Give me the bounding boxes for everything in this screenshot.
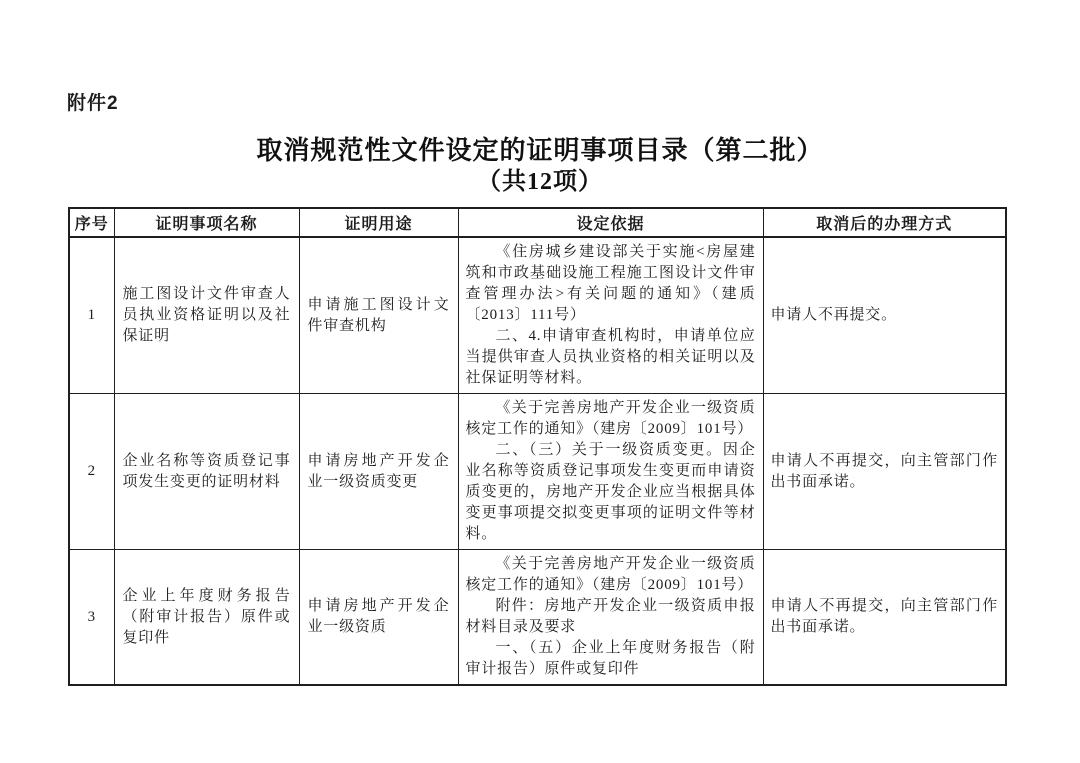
cell-handling: 申请人不再提交，向主管部门作出书面承诺。 [763, 394, 1006, 550]
cell-handling: 申请人不再提交，向主管部门作出书面承诺。 [763, 550, 1006, 686]
cell-item-name: 施工图设计文件审查人员执业资格证明以及社保证明 [114, 237, 299, 394]
basis-paragraph: 二、4.申请审查机构时，申请单位应当提供审查人员执业资格的相关证明以及社保证明等材料。 [465, 328, 756, 386]
table-header-row [69, 208, 1006, 237]
table-row [69, 550, 1006, 686]
cell-basis [458, 237, 763, 394]
col-header-basis: 设定依据 [458, 208, 763, 237]
basis-paragraph: 《住房城乡建设部关于实施<房屋建筑和市政基础设施工程施工图设计文件审查管理办法>有关问题的通知》（建质〔2013〕111号） [465, 244, 756, 323]
basis-paragraph: 二、（三）关于一级资质变更。因企业名称等资质登记事项发生变更而申请资质变更的，房地产开发企业应当根据具体变更事项提交拟变更事项的证明文件等材料。 [465, 442, 756, 542]
basis-paragraph: 《关于完善房地产开发企业一级资质核定工作的通知》（建房〔2009〕101号） [465, 400, 756, 437]
cell-serial: 1 [69, 237, 114, 394]
cell-purpose: 申请房地产开发企业一级资质 [299, 550, 458, 686]
basis-paragraph: 附件：房地产开发企业一级资质申报材料目录及要求 [465, 598, 756, 635]
cell-purpose: 申请施工图设计文件审查机构 [299, 237, 458, 394]
cell-basis [458, 550, 763, 686]
col-header-item-name: 证明事项名称 [114, 208, 299, 237]
table-row [69, 394, 1006, 550]
catalog-table [68, 207, 1007, 686]
attachment-label: 附件2 [67, 93, 119, 114]
title-line-1: 取消规范性文件设定的证明事项目录（第二批） [256, 136, 824, 165]
cell-purpose: 申请房地产开发企业一级资质变更 [299, 394, 458, 550]
col-header-purpose: 证明用途 [299, 208, 458, 237]
table-row [69, 237, 1006, 394]
cell-serial: 2 [69, 394, 114, 550]
basis-paragraph: 一、（五）企业上年度财务报告（附审计报告）原件或复印件 [465, 640, 756, 677]
cell-handling: 申请人不再提交。 [763, 237, 1006, 394]
cell-item-name: 企业上年度财务报告（附审计报告）原件或复印件 [114, 550, 299, 686]
cell-serial: 3 [69, 550, 114, 686]
title-line-2: （共12项） [477, 169, 603, 195]
cell-item-name: 企业名称等资质登记事项发生变更的证明材料 [114, 394, 299, 550]
document-title [0, 135, 1080, 197]
basis-paragraph: 《关于完善房地产开发企业一级资质核定工作的通知》（建房〔2009〕101号） [465, 556, 756, 593]
col-header-handling: 取消后的办理方式 [763, 208, 1006, 237]
cell-basis [458, 394, 763, 550]
col-header-serial: 序号 [69, 208, 114, 237]
